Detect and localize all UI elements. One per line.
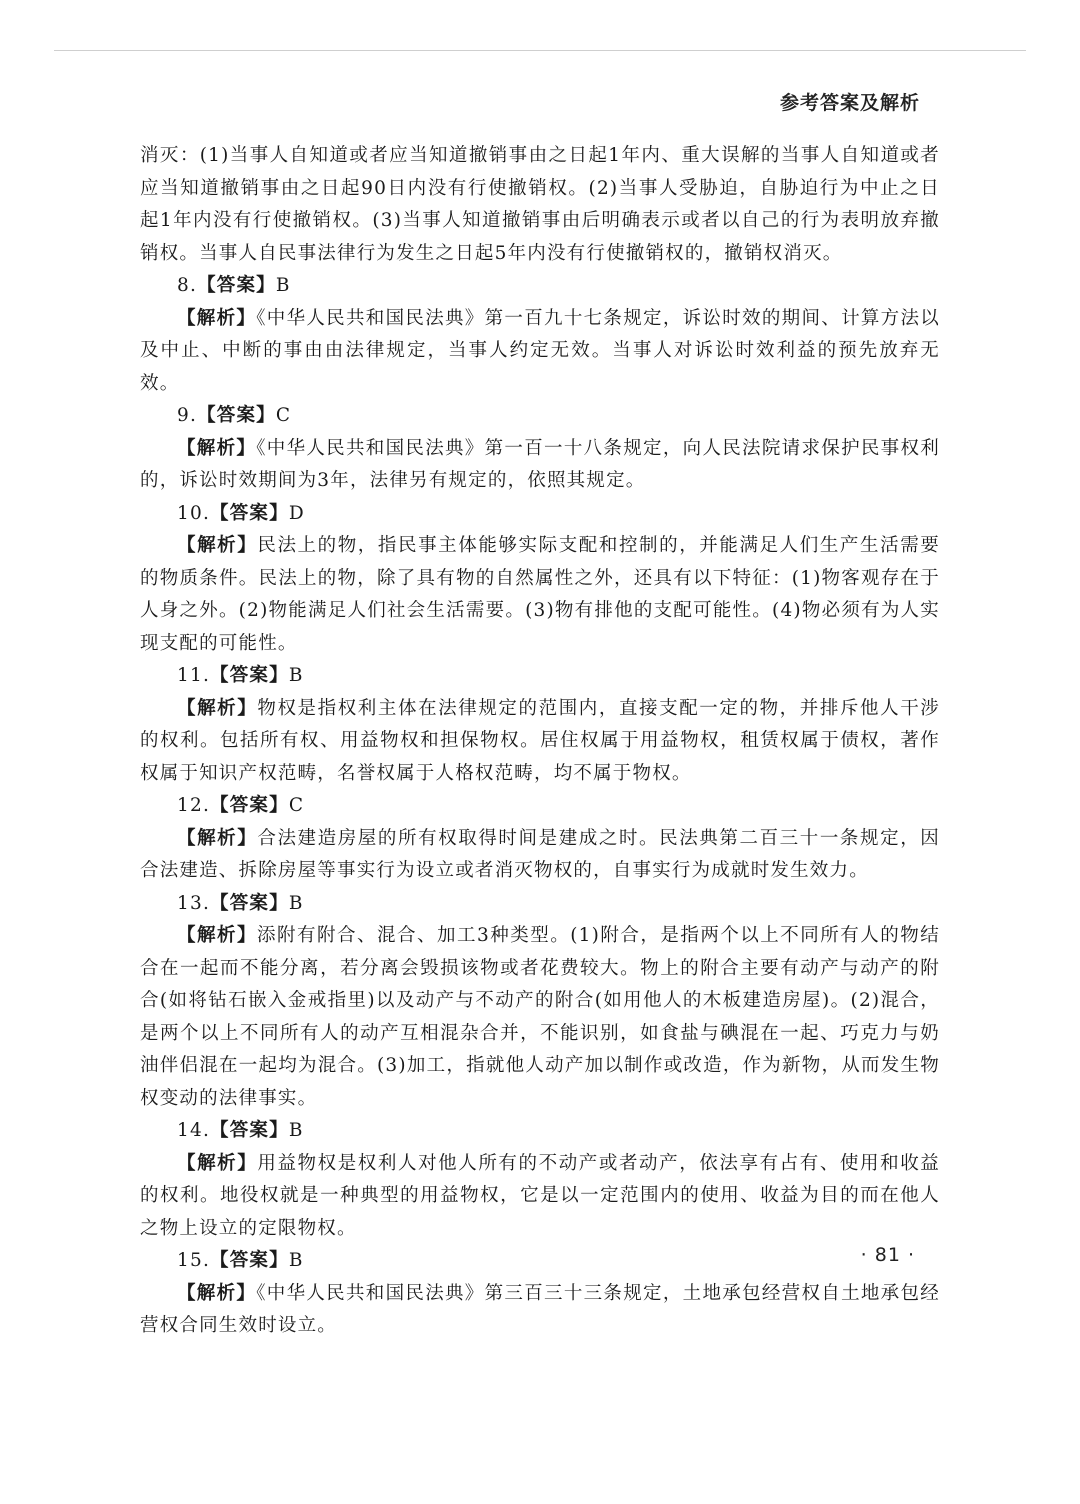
analysis-label: 【解析】 — [177, 535, 258, 556]
answer-value: D — [288, 502, 305, 524]
answer-line — [140, 888, 940, 921]
header-rule — [54, 50, 1026, 51]
answer-line — [140, 790, 940, 823]
analysis-label: 【解析】 — [177, 307, 257, 329]
answer-value: B — [288, 892, 304, 914]
question-number: 14. — [177, 1120, 211, 1141]
answer-value: B — [288, 665, 304, 686]
answer-line — [140, 498, 940, 531]
question-number: 9. — [177, 405, 198, 426]
answer-value: B — [288, 1120, 304, 1141]
answer-label: 【答案】 — [210, 892, 289, 914]
analysis-paragraph — [140, 433, 940, 498]
question-number: 12. — [177, 795, 211, 816]
answer-label: 【答案】 — [197, 275, 276, 296]
analysis-text: 《中华人民共和国民法典》第三百三十三条规定，土地承包经营权自土地承包经营权合同生效时设立。 — [140, 1282, 940, 1336]
page-number: · 81 · — [860, 1244, 915, 1266]
answer-label: 【答案】 — [210, 1250, 289, 1271]
answer-value: C — [275, 405, 292, 426]
answer-label: 【答案】 — [210, 1120, 289, 1141]
body-text — [140, 140, 940, 1343]
analysis-text: 添附有附合、混合、加工3种类型。(1)附合，是指两个以上不同所有人的物结合在一起而不能分离，若分离会毁损该物或者花费较大。物上的附合主要有动产与动产的附合(如将钻石嵌入金戒指里)以及动产与不动产的附合(如用他人的木板建造房屋)。(2)混合，是两个以上不同所有人的动产互相混杂合并，不能识别，如食盐与碘混在一起、巧克力与奶油伴侣混在一起均为混合。(3)加工，指就他人动产加以制作或改造，作为新物，从而发生物权变动的法律事实。 — [140, 925, 940, 1109]
continuation-paragraph: 消灭：(1)当事人自知道或者应当知道撤销事由之日起1年内、重大误解的当事人自知道或者应当知道撤销事由之日起90日内没有行使撤销权。(2)当事人受胁迫，自胁迫行为中止之日起1年内没有行使撤销权。(3)当事人知道撤销事由后明确表示或者以自己的行为表明放弃撤销权。当事人自民事法律行为发生之日起5年内没有行使撤销权的，撤销权消灭。 — [140, 145, 940, 264]
answer-line — [140, 400, 940, 433]
analysis-paragraph — [140, 693, 940, 791]
analysis-text: 《中华人民共和国民法典》第一百九十七条规定，诉讼时效的期间、计算方法以及中止、中断的事由由法律规定，当事人约定无效。当事人对诉讼时效利益的预先放弃无效。 — [140, 307, 940, 394]
answer-value: C — [288, 795, 305, 816]
analysis-paragraph — [140, 530, 940, 660]
question-number: 11. — [177, 665, 211, 686]
answer-line — [140, 270, 940, 303]
analysis-paragraph — [140, 823, 940, 888]
analysis-paragraph — [140, 303, 940, 401]
analysis-text: 物权是指权利主体在法律规定的范围内，直接支配一定的物，并排斥他人干涉的权利。包括所有权、用益物权和担保物权。居住权属于用益物权，租赁权属于债权，著作权属于知识产权范畴，名誉权属于人格权范畴，均不属于物权。 — [140, 697, 940, 784]
analysis-paragraph — [140, 1148, 940, 1246]
analysis-text: 民法上的物，指民事主体能够实际支配和控制的，并能满足人们生产生活需要的物质条件。民法上的物，除了具有物的自然属性之外，还具有以下特征：(1)物客观存在于人身之外。(2)物能满足人们社会生活需要。(3)物有排他的支配可能性。(4)物必须有为人实现支配的可能性。 — [140, 535, 940, 654]
analysis-text: 用益物权是权利人对他人所有的不动产或者动产，依法享有占有、使用和收益的权利。地役权就是一种典型的用益物权，它是以一定范围内的使用、收益为目的而在他人之物上设立的定限物权。 — [140, 1152, 940, 1239]
analysis-label: 【解析】 — [177, 697, 258, 719]
question-number: 13. — [177, 892, 211, 914]
answer-label: 【答案】 — [210, 795, 289, 816]
question-number: 8. — [177, 275, 198, 296]
analysis-paragraph — [140, 1278, 940, 1343]
analysis-text: 《中华人民共和国民法典》第一百一十八条规定，向人民法院请求保护民事权利的，诉讼时效期间为3年，法律另有规定的，依照其规定。 — [140, 437, 940, 491]
analysis-paragraph — [140, 920, 940, 1115]
answer-value: B — [288, 1250, 304, 1271]
answer-label: 【答案】 — [197, 405, 276, 426]
analysis-label: 【解析】 — [177, 1282, 257, 1304]
answer-value: B — [275, 275, 291, 296]
analysis-text: 合法建造房屋的所有权取得时间是建成之时。民法典第二百三十一条规定，因合法建造、拆除房屋等事实行为设立或者消灭物权的，自事实行为成就时发生效力。 — [140, 827, 940, 881]
analysis-label: 【解析】 — [177, 437, 257, 459]
analysis-label: 【解析】 — [177, 925, 257, 946]
answer-label: 【答案】 — [210, 502, 289, 524]
question-number: 15. — [177, 1250, 211, 1271]
question-number: 10. — [177, 502, 211, 524]
running-header: 参考答案及解析 — [779, 92, 920, 114]
answer-line — [140, 1115, 940, 1148]
analysis-label: 【解析】 — [177, 1152, 258, 1174]
answer-line — [140, 660, 940, 693]
answer-line — [140, 1245, 940, 1278]
answer-label: 【答案】 — [210, 665, 289, 686]
analysis-label: 【解析】 — [177, 827, 258, 849]
